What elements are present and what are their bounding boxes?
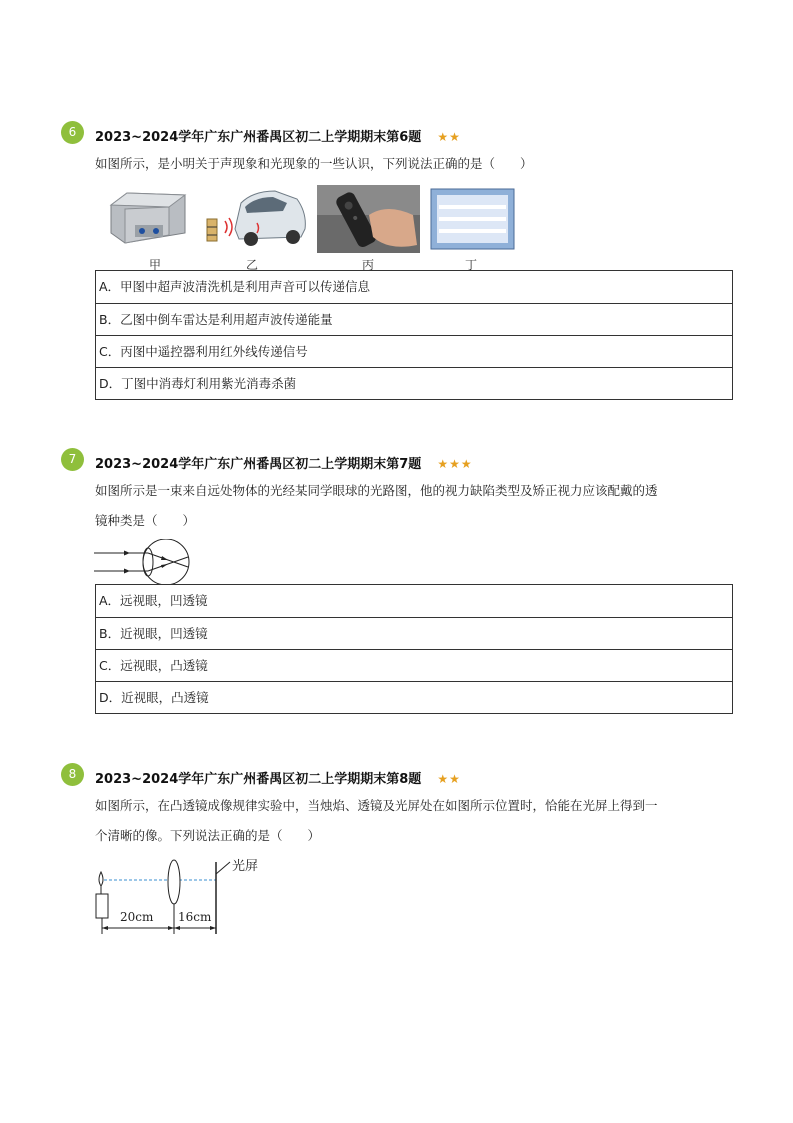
- screen-label: 光屏: [232, 859, 259, 874]
- question-stem-line: 如图所示是一束来自远处物体的光经某同学眼球的光路图，他的视力缺陷类型及矫正视力应该配戴的透: [95, 483, 658, 498]
- option-b[interactable]: B．近视眼，凹透镜: [96, 617, 732, 649]
- question-title: [95, 768, 461, 787]
- question-number-badge: 6: [61, 121, 84, 144]
- question-stem-line: 如图所示，在凸透镜成像规律实验中，当烛焰、透镜及光屏处在如图所示位置时，恰能在光屏上得到一: [95, 798, 658, 813]
- difficulty-stars: ★★: [437, 130, 461, 144]
- question-stem-line: 镜种类是（ ）: [95, 513, 196, 528]
- distance-label-image: 16cm: [178, 910, 212, 924]
- difficulty-stars: ★★★: [437, 457, 473, 471]
- question-title: [95, 453, 473, 472]
- question-figures: [105, 185, 525, 270]
- question-source: 2023~2024学年广东广州番禺区初二上学期期末第7题: [95, 457, 422, 472]
- option-a[interactable]: A．甲图中超声波清洗机是利用声音可以传递信息: [99, 279, 371, 294]
- figure-caption-yi: 乙: [246, 258, 259, 272]
- question-stem: [95, 791, 735, 851]
- question-number-badge: 7: [61, 448, 84, 471]
- figure-caption-ding: 丁: [465, 258, 478, 272]
- option-b[interactable]: B．乙图中倒车雷达是利用超声波传递能量: [96, 303, 732, 335]
- remote-control-image: [317, 185, 420, 253]
- question-number-badge: 8: [61, 763, 84, 786]
- question-source: 2023~2024学年广东广州番禺区初二上学期期末第6题: [95, 130, 422, 145]
- uv-lamp-image: [427, 185, 518, 253]
- question-title: [95, 126, 461, 145]
- options-table: [95, 584, 733, 714]
- distance-label-object: 20cm: [120, 910, 154, 924]
- lens-experiment-diagram: [92, 852, 272, 938]
- ultrasonic-cleaner-image: [105, 185, 190, 253]
- option-a[interactable]: A．远视眼，凹透镜: [99, 593, 208, 608]
- question-source: 2023~2024学年广东广州番禺区初二上学期期末第8题: [95, 772, 422, 787]
- question-stem: [95, 476, 735, 536]
- option-c[interactable]: C．远视眼，凸透镜: [96, 649, 732, 681]
- options-table: [95, 270, 733, 400]
- difficulty-stars: ★★: [437, 772, 461, 786]
- eye-ray-diagram: [94, 539, 194, 585]
- question-stem-line: 个清晰的像。下列说法正确的是（ ）: [95, 828, 321, 843]
- figure-caption-jia: 甲: [149, 258, 162, 272]
- question-stem: 如图所示，是小明关于声现象和光现象的一些认识，下列说法正确的是（ ）: [95, 156, 533, 171]
- option-d[interactable]: D．丁图中消毒灯利用紫光消毒杀菌: [96, 367, 732, 399]
- car-radar-image: [205, 185, 310, 253]
- figure-caption-bing: 丙: [362, 258, 375, 272]
- option-d[interactable]: D．近视眼，凸透镜: [96, 681, 732, 713]
- option-c[interactable]: C．丙图中遥控器利用红外线传递信号: [96, 335, 732, 367]
